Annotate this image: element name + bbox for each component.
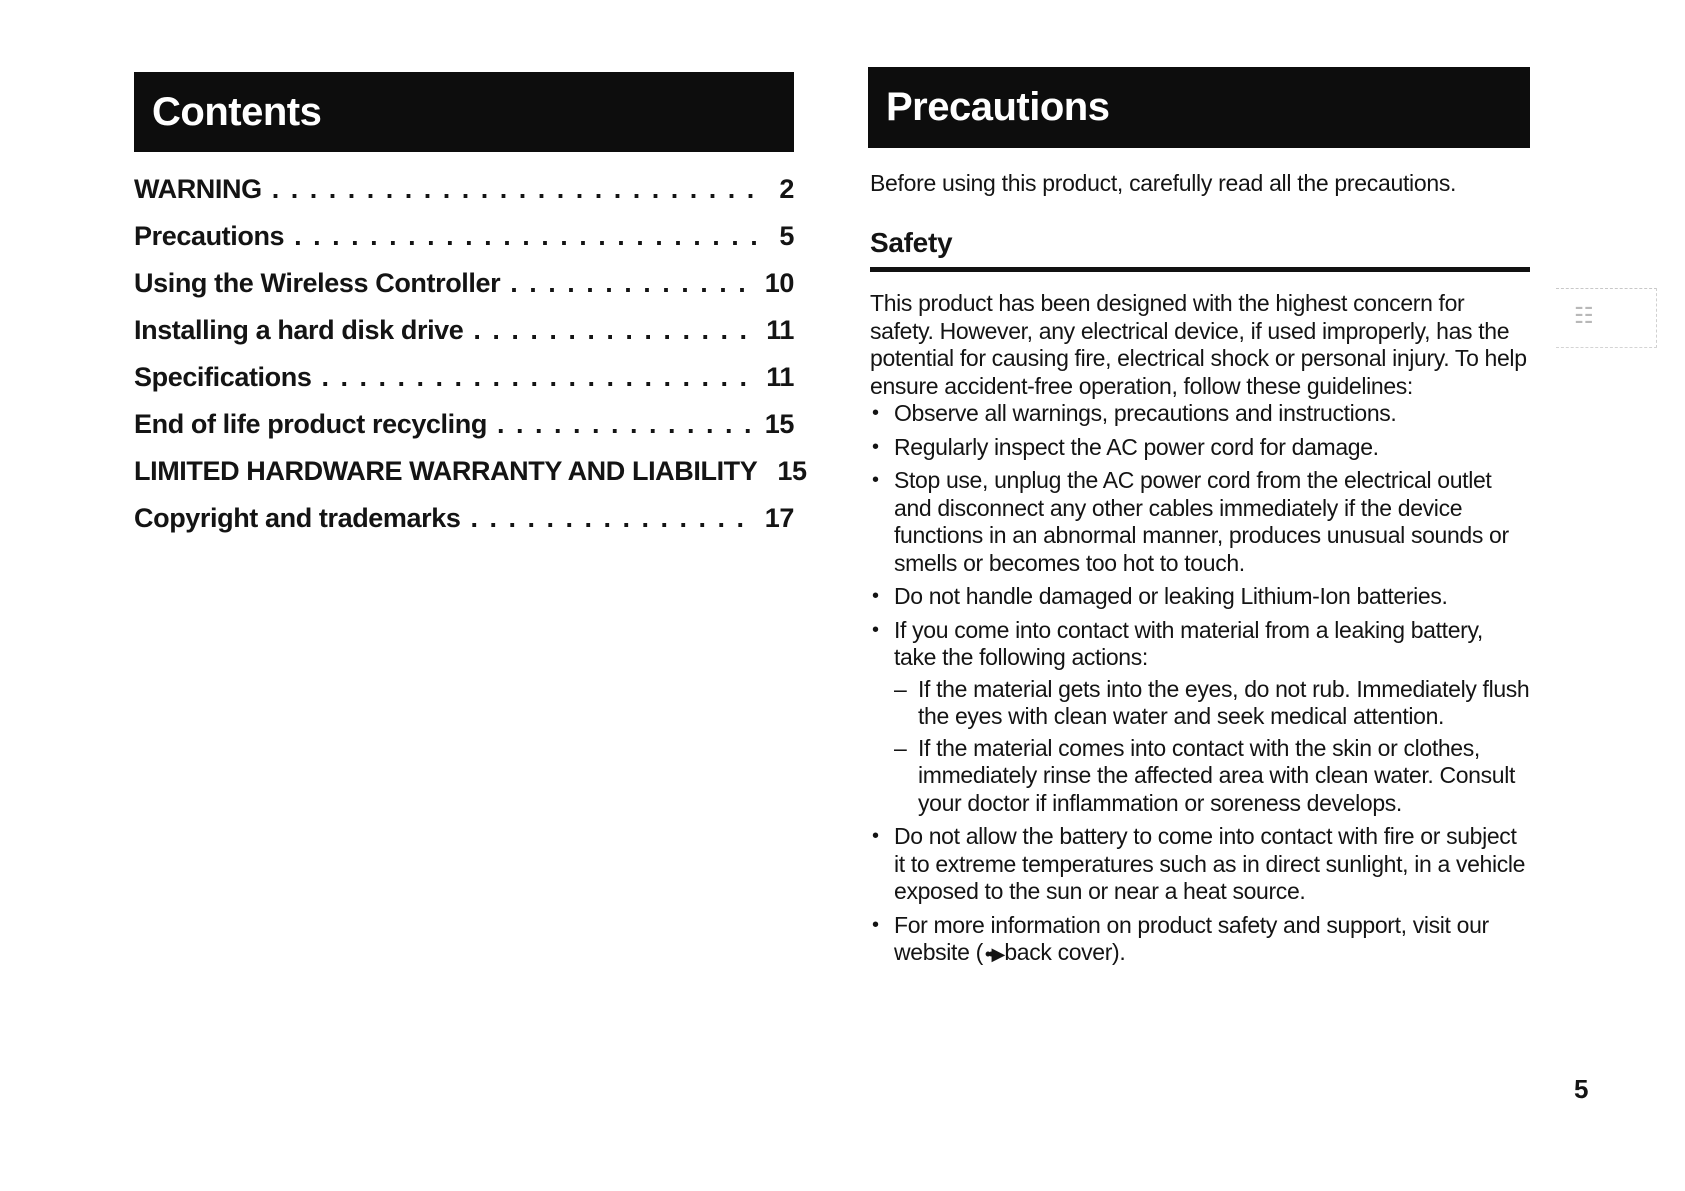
bullet-text: Observe all warnings, precautions and instructions. [894,400,1397,426]
toc-entry[interactable] [134,409,794,456]
toc-entry-page: 5 [779,221,794,251]
reference-arrow-icon: ••▶ [984,944,1003,964]
contents-heading: Contents [134,72,794,152]
list-item [870,912,1530,969]
toc-entry-title: Precautions [134,221,285,251]
sub-list-item: – If the material gets into the eyes, do not rub. Immediately flush the eyes with clean water and seek medical attention. [894,676,1530,731]
bullet-text: For more information on product safety and support, visit our website ( [894,911,1489,965]
toc-entry-page: 2 [779,174,794,204]
toc-leader-dots [473,315,756,346]
toc-leader-dots [510,268,755,299]
page-number: 5 [1574,1074,1589,1104]
bullet-text: back cover). [1004,939,1126,965]
sub-bullet-list [894,676,1530,818]
toc-entry-title: Using the Wireless Controller [134,268,501,298]
toc-entry[interactable] [134,456,807,503]
toc-leader-dots [470,503,754,534]
precautions-section [868,67,1530,975]
toc-entry-title: Specifications [134,362,312,392]
toc-entry-title: End of life product recycling [134,409,487,439]
toc-entry-title: Copyright and trademarks [134,503,461,533]
list-item [870,467,1530,577]
toc-entry-title: LIMITED HARDWARE WARRANTY AND LIABILITY [134,456,758,486]
toc-entry[interactable] [134,362,794,409]
safety-heading: Safety [870,227,1530,272]
toc-entry-page: 15 [764,409,794,439]
toc-entry-page: 11 [766,315,794,345]
bullet-text: Stop use, unplug the AC power cord from the electrical outlet and disconnect any other cables immediately if the device functions in an abnormal manner, produces unusual sounds or smells or becomes too hot to touch. [894,467,1509,576]
toc-entry[interactable] [134,503,794,550]
toc-entry[interactable] [134,174,794,221]
toc-entry-page: 15 [777,456,807,486]
toc-entry-title: WARNING [134,174,262,204]
toc-leader-dots [497,409,755,440]
precautions-heading: Precautions [868,67,1530,148]
contents-section [134,72,807,550]
bullet-text: Regularly inspect the AC power cord for damage. [894,433,1379,460]
list-item [870,823,1530,906]
toc-list [134,174,807,550]
list-item [870,434,1530,462]
bullet-text: If you come into contact with material from a leaking battery, take the following actions: [894,616,1483,670]
list-item [870,583,1530,611]
toc-entry[interactable] [134,315,794,362]
toc-entry[interactable] [134,268,794,315]
safety-bullet-list [868,400,1530,969]
bullet-text: Do not handle damaged or leaking Lithium-Ion batteries. [894,583,1448,609]
faded-mark-icon: ☷ [1574,303,1594,328]
toc-leader-dots [294,221,758,252]
bullet-text: Do not allow the battery to come into contact with fire or subject it to extreme temperatures such as in direct sunlight, in a vehicle exposed to the sun or near a heat source. [894,823,1526,904]
safety-body: This product has been designed with the highest concern for safety. However, any electrical device, if used improperly, has the potential for causing fire, electrical shock or personal injury. To help ensure accident-free operation, follow these guidelines: [870,290,1527,399]
side-index-tab [1556,288,1657,348]
toc-entry-page: 11 [766,362,794,392]
list-item [870,400,1530,428]
sub-list-item: – If the material comes into contact with the skin or clothes, immediately rinse the affected area with clean water. Consult your doctor if inflammation or soreness develops. [894,735,1530,818]
toc-leader-dots [321,362,756,393]
precautions-intro: Before using this product, carefully read all the precautions. [870,170,1457,196]
toc-entry[interactable] [134,221,794,268]
list-item [870,617,1530,818]
toc-entry-page: 10 [764,268,794,298]
toc-entry-page: 17 [764,503,794,533]
toc-entry-title: Installing a hard disk drive [134,315,464,345]
toc-leader-dots [272,174,758,205]
